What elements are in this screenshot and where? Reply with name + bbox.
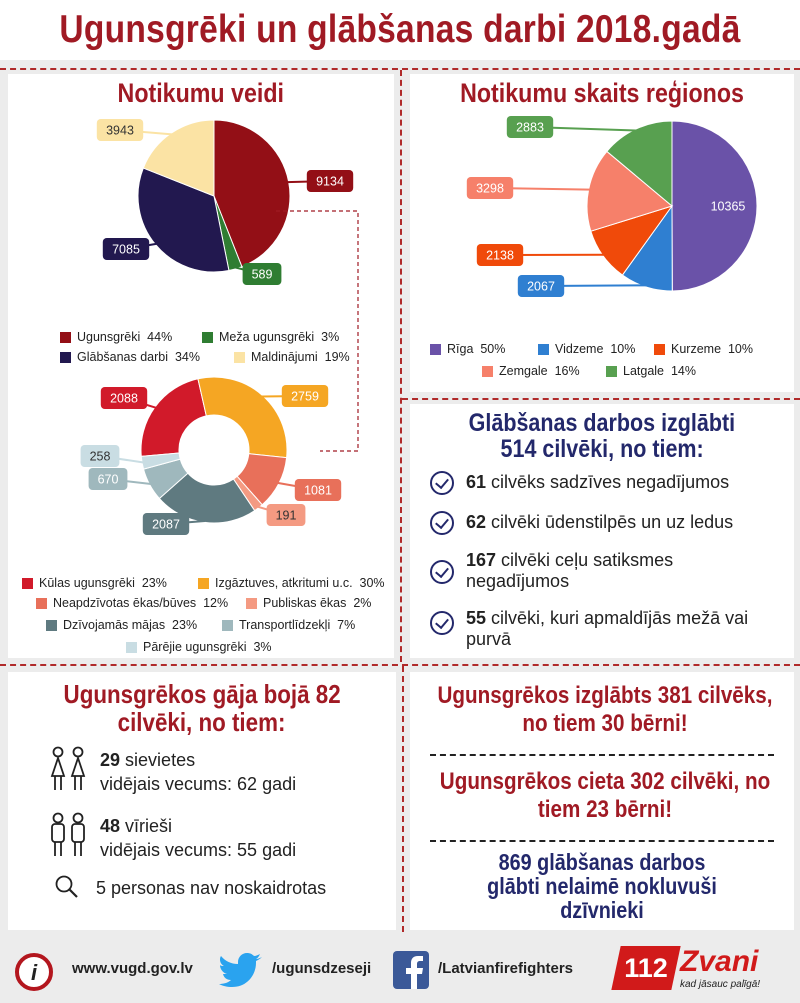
check-circle-icon: [430, 560, 454, 584]
legend-swatch: [36, 598, 47, 609]
incident-types-panel: [8, 74, 394, 658]
legend-item: [430, 342, 505, 356]
data-label: 3298: [476, 181, 504, 196]
deaths-title-line1: Ugunsgrēkos gāja bojā 82: [63, 679, 341, 709]
legend-item: [482, 364, 580, 378]
legend-item: [126, 640, 272, 654]
legend-swatch: [22, 578, 33, 589]
legend-fire-types: [8, 574, 394, 654]
deaths-panel: [8, 672, 396, 930]
data-label: 1081: [304, 483, 332, 498]
legend-label: Publiskas ēkas 2%: [263, 596, 372, 610]
rescued-title-line2: 514 cilvēki, no tiem:: [500, 435, 704, 463]
injured-message: Ugunsgrēkos cieta 302 cilvēki, no tiem 23 bērni!: [439, 768, 771, 823]
legend-item: [234, 350, 350, 364]
legend-label: Rīga 50%: [447, 342, 506, 356]
legend-item: [654, 342, 753, 356]
badge-112: 112: [611, 946, 680, 990]
page-title: Ugunsgrēki un glābšanas darbi 2018.gadā: [59, 8, 741, 51]
data-label: 589: [251, 267, 273, 282]
legend-item: [22, 576, 167, 590]
legend-label: Pārējie ugunsgrēki 3%: [143, 640, 272, 654]
legend-label: Meža ugunsgrēki 3%: [219, 330, 340, 344]
messages-panel: [410, 672, 794, 930]
legend-item: [538, 342, 635, 356]
svg-text:i: i: [30, 960, 38, 985]
magnifier-icon: [54, 874, 80, 900]
legend-item: [60, 330, 172, 344]
legend-label: Zemgale 16%: [499, 364, 580, 378]
legend-label: Kurzeme 10%: [671, 342, 753, 356]
check-circle-icon: [430, 471, 454, 495]
data-label: 9134: [316, 174, 344, 189]
legend-item: [60, 350, 200, 364]
divider-msg-2: [430, 840, 774, 842]
legend-label: Glābšanas darbi 34%: [77, 350, 200, 364]
check-circle-icon: [430, 611, 454, 635]
women-count: 29: [100, 750, 121, 770]
women-age: vidējais vecums: 62 gadi: [100, 774, 297, 794]
facebook-icon: [392, 950, 430, 990]
pie-slice: [141, 379, 206, 457]
legend-swatch: [538, 344, 549, 355]
rescued-item: 62 cilvēki ūdenstilpēs un uz ledus: [430, 512, 800, 535]
data-label: 2883: [516, 120, 544, 135]
divider-center-lower: [402, 666, 404, 932]
legend-label: Izgāztuves, atkritumi u.c. 30%: [215, 576, 385, 590]
legend-label: Neapdzīvotas ēkas/būves 12%: [53, 596, 229, 610]
legend-item: [198, 576, 385, 590]
legend-item: [202, 330, 339, 344]
legend-swatch: [482, 366, 493, 377]
website-link[interactable]: www.vugd.gov.lv: [72, 960, 193, 977]
rescued-panel: [410, 404, 794, 658]
twitter-icon: [218, 952, 264, 990]
men-icon: [48, 812, 88, 858]
legend-swatch: [606, 366, 617, 377]
rescued-item: 61 cilvēks sadzīves negadījumos: [430, 472, 800, 495]
legend-swatch: [430, 344, 441, 355]
legend-label: Dzīvojamās mājas 23%: [63, 618, 198, 632]
rescued-item: 55 cilvēki, kuri apmaldījās mežā vai purvā: [430, 608, 780, 650]
legend-item: [46, 618, 197, 632]
data-label: 10365: [710, 199, 746, 214]
data-label: 2759: [291, 389, 319, 404]
men-age: vidējais vecums: 55 gadi: [100, 840, 297, 860]
saved-message: Ugunsgrēkos izglābts 381 cilvēks, no tiem 30 bērni!: [437, 682, 773, 737]
legend-label: Maldinājumi 19%: [251, 350, 350, 364]
rescued-item: 167 cilvēki ceļu satiksmes negadījumos: [430, 550, 760, 592]
legend-swatch: [202, 332, 213, 343]
regions-title: Notikumu skaits reģionos: [460, 78, 744, 108]
legend-label: Latgale 14%: [623, 364, 696, 378]
divider-middle: [0, 664, 800, 666]
legend-label: Vidzeme 10%: [555, 342, 636, 356]
title-bar: [0, 0, 800, 60]
women-label: sievietes: [125, 750, 196, 770]
legend-incident-types: [8, 328, 394, 368]
data-label: 3943: [106, 123, 134, 138]
legend-swatch: [60, 352, 71, 363]
legend-swatch: [126, 642, 137, 653]
data-label: 2088: [110, 391, 138, 406]
data-label: 258: [89, 449, 111, 464]
pie-incident-types: [97, 119, 353, 285]
animals-message: 869 glābšanas darbos glābti nelaimē nokluvuši dzīvnieki: [487, 849, 717, 923]
regions-panel: [410, 74, 794, 392]
info-icon: [14, 952, 54, 992]
divider-right-middle: [402, 398, 800, 400]
pie-regions: [467, 116, 757, 297]
deaths-title-line2: cilvēki, no tiem:: [118, 707, 286, 737]
legend-regions: [410, 340, 794, 386]
data-label: 7085: [112, 242, 140, 257]
women-icon: [48, 746, 88, 792]
legend-item: [606, 364, 696, 378]
data-label: 2067: [527, 279, 555, 294]
pie-slice: [198, 377, 287, 458]
data-label: 670: [97, 472, 119, 487]
divider-msg-1: [430, 754, 774, 756]
donut-fire-types: [81, 377, 342, 535]
footer: [0, 938, 800, 1003]
badge-word: Zvani: [680, 945, 759, 978]
men-count: 48: [100, 816, 121, 836]
legend-label: Kūlas ugunsgrēki 23%: [39, 576, 167, 590]
check-circle-icon: [430, 511, 454, 535]
data-label: 2087: [152, 517, 180, 532]
legend-swatch: [198, 578, 209, 589]
data-label: 191: [275, 508, 297, 523]
legend-label: Ugunsgrēki 44%: [77, 330, 173, 344]
legend-item: [36, 596, 228, 610]
men-label: vīrieši: [125, 816, 173, 836]
legend-swatch: [46, 620, 57, 631]
facebook-handle[interactable]: /Latvianfirefighters: [438, 960, 574, 977]
unknown-persons: 5 personas nav noskaidrotas: [96, 878, 327, 898]
legend-label: Transportlīdzekļi 7%: [239, 618, 356, 632]
incident-types-title: Notikumu veidi: [117, 78, 285, 108]
divider-center-upper: [400, 70, 402, 662]
legend-swatch: [60, 332, 71, 343]
legend-swatch: [246, 598, 257, 609]
rescued-title-line1: Glābšanas darbos izglābti: [468, 409, 736, 437]
legend-item: [246, 596, 371, 610]
badge-subtitle: kad jāsauc palīgā!: [680, 979, 761, 990]
legend-swatch: [222, 620, 233, 631]
data-label: 2138: [486, 248, 514, 263]
legend-swatch: [234, 352, 245, 363]
legend-swatch: [654, 344, 665, 355]
legend-item: [222, 618, 355, 632]
twitter-handle[interactable]: /ugunsdzeseji: [272, 960, 372, 977]
